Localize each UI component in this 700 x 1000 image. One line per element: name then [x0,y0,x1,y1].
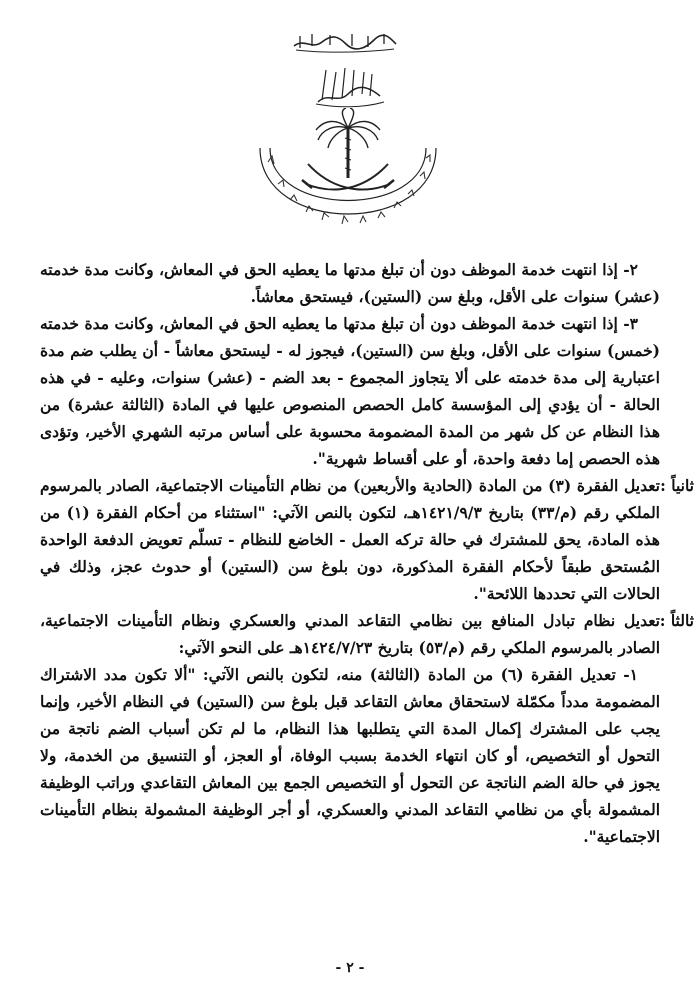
basmala-calligraphy [290,28,400,54]
page-number: - ٢ - [335,960,365,976]
section-second-text: تعديل الفقرة (٣) من المادة (الحادية والأربعين) من نظام التأمينات الاجتماعية، الصادر بالمرسوم الملكي رقم (م/٣٣) بتاريخ ١٤٢١/٩/٣هـ، لتكون بالنص الآتي: "استثناء من أحكام الفقرة (١) من هذه المادة، يحق للمشترك في حالة تركه العمل - الخاضع للنظام - تسلّم تعويض الدفعة الواحدة المُستحق طبقاً لأحكام الفقرة المذكورة، دون بلوغ سن (الستين) أو حدوث عجز، وذلك في الحالات التي تحددها اللائحة". [40,476,660,603]
section-second-label: ثانياً : [660,476,694,495]
shahada-calligraphy [308,62,388,108]
paragraph-item-2: ٢- إذا انتهت خدمة الموظف دون أن تبلغ مدتها ما يعطيه الحق في المعاش، وكانت مدة خدمته (عشر) سنوات على الأقل، وبلغ سن (الستين)، فيستحق معاشاً. [40,260,660,306]
document-body [40,256,694,850]
section-third-label: ثالثاً : [659,611,694,630]
section-third-text: تعديل نظام تبادل المنافع بين نظامي التقاعد المدني والعسكري ونظام التأمينات الاجتماعية، الصادر بالمرسوم الملكي رقم (م/٥٣) بتاريخ ١٤٢٤/٧/٢٣هـ على النحو الآتي: [40,611,660,657]
section-second [40,472,694,607]
paragraph-item-3: ٣- إذا انتهت خدمة الموظف دون أن تبلغ مدتها ما يعطيه الحق في المعاش، وكانت مدة خدمته (خمس) سنوات على الأقل، وبلغ سن (الستين)، فيجوز له - ليستحق معاشاً - أن يطلب ضم مدة اعتبارية إلى مدة خدمته على ألا يتجاوز المجموع - بعد الضم - (عشر) سنوات، وعليه - في هذه الحالة - أن يؤدي إلى المؤسسة كامل الحصص المنصوص عليها في المادة (الثالثة عشرة) من هذا النظام عن كل شهر من المدة المضمومة محسوبة على أساس مرتبه الشهري الأخير، وتؤدى هذه الحصص إما دفعة واحدة، أو على أقساط شهرية". [40,314,660,468]
section-third-item-1: ١- تعديل الفقرة (٦) من المادة (الثالثة) منه، لتكون بالنص الآتي: "ألا تكون مدد الاشتراك المضمومة مدداً مكمّلة لاستحقاق معاش التقاعد قبل بلوغ سن (الستين) في النظام الأخير، وإنما يجب على المشترك إكمال المدة التي يتطلبها هذا النظام، ما لم تكن أسباب الضم ناتجة من التحول أو التخصيص، أو كان انتهاء الخدمة بسبب الوفاة، أو العجز، أو التنسيق من الخدمة، ولا يجوز في حالة الضم الناتجة عن التحول أو التخصيص الجمع بين المعاش التقاعدي وراتب الوظيفة المشمولة بأي من نظامي التقاعد المدني والعسكري، أو أجر الوظيفة المشمولة بنظام التأمينات الاجتماعية". [40,665,660,846]
section-third [40,607,694,850]
kingdom-emblem [250,108,446,246]
